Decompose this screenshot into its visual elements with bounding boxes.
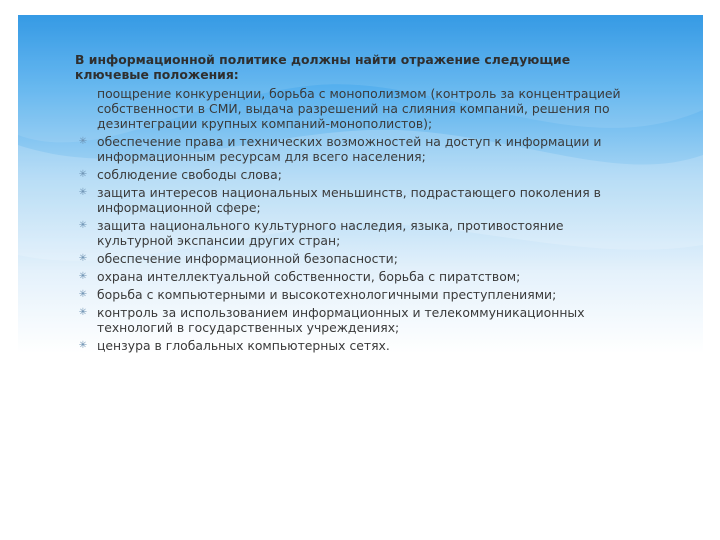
content-block bbox=[75, 52, 635, 356]
list-item bbox=[75, 338, 635, 353]
asterisk-bullet-icon: ✳ bbox=[78, 253, 88, 264]
list-item-text: обеспечение информационной безопасности; bbox=[97, 251, 398, 266]
list-item bbox=[75, 134, 635, 164]
list-item-text: охрана интеллектуальной собственности, борьба с пиратством; bbox=[97, 269, 521, 284]
list-item bbox=[75, 305, 635, 335]
asterisk-bullet-icon: ✳ bbox=[78, 340, 88, 351]
list-item-text: борьба с компьютерными и высокотехнологичными преступлениями; bbox=[97, 287, 557, 302]
list-item bbox=[75, 287, 635, 302]
list-item-text: цензура в глобальных компьютерных сетях. bbox=[97, 338, 390, 353]
list-item-text: соблюдение свободы слова; bbox=[97, 167, 282, 182]
list-item bbox=[75, 167, 635, 182]
list-item-text: защита интересов национальных меньшинств, подрастающего поколения в информационной сфере; bbox=[97, 185, 601, 215]
asterisk-bullet-icon: ✳ bbox=[78, 220, 88, 231]
list-item-text: поощрение конкуренции, борьба с монополизмом (контроль за концентрацией собственности в СМИ, выдача разрешений на слияния компаний, решения по дезинтеграции крупных компаний-монополистов); bbox=[97, 86, 621, 131]
asterisk-bullet-icon: ✳ bbox=[78, 187, 88, 198]
heading: В информационной политике должны найти отражение следующие ключевые положения: bbox=[75, 52, 571, 82]
list-item-text: защита национального культурного наследия, языка, противостояние культурной экспансии других стран; bbox=[97, 218, 564, 248]
list-item bbox=[75, 251, 635, 266]
asterisk-bullet-icon: ✳ bbox=[78, 307, 88, 318]
asterisk-bullet-icon: ✳ bbox=[78, 289, 88, 300]
list-item-text: обеспечение права и технических возможностей на доступ к информации и информационным ресурсам для всего населения; bbox=[97, 134, 602, 164]
list-item bbox=[75, 185, 635, 215]
list-item bbox=[75, 86, 635, 131]
list-item bbox=[75, 218, 635, 248]
bullet-list bbox=[75, 86, 635, 353]
list-item-text: контроль за использованием информационных и телекоммуникационных технологий в государственных учреждениях; bbox=[97, 305, 585, 335]
asterisk-bullet-icon: ✳ bbox=[78, 169, 88, 180]
list-item bbox=[75, 269, 635, 284]
asterisk-bullet-icon: ✳ bbox=[78, 271, 88, 282]
asterisk-bullet-icon: ✳ bbox=[78, 136, 88, 147]
